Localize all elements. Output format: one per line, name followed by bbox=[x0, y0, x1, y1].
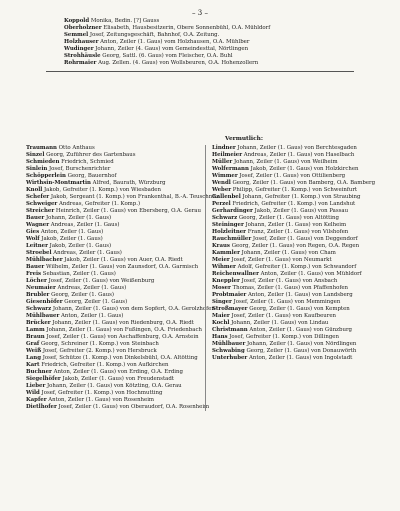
list-entry bbox=[26, 250, 197, 257]
list-entry bbox=[212, 159, 376, 166]
list-entry bbox=[26, 306, 215, 313]
list-entry bbox=[212, 194, 376, 201]
entry-name: Brücker bbox=[26, 320, 51, 326]
entry-name: Wolfermann bbox=[212, 166, 249, 172]
entry-text: Josef, Zeiler (1. Gaus) von Ansbach bbox=[239, 278, 338, 284]
entry-text: Thomas, Zeiler (1. Gaus) von Pfaffenhofen bbox=[230, 285, 348, 291]
page-number: – 3 – bbox=[192, 9, 208, 17]
entry-name: Bauer bbox=[26, 264, 45, 270]
entry-text: Anton, Zeiler (1. Gaus) von Günzburg bbox=[247, 327, 352, 333]
entry-text: Anton, Zeiler (1. Gaus) vom Holzhausen, O.A. Mühlber bbox=[98, 39, 250, 45]
list-entry bbox=[26, 215, 197, 222]
list-entry bbox=[212, 292, 376, 299]
list-entry bbox=[212, 334, 376, 341]
entry-text: Sebastian, Zeiler (1. Gaus) bbox=[41, 271, 116, 277]
entry-text: Alfred, Baurath, Würzburg bbox=[90, 180, 166, 186]
list-entry bbox=[64, 18, 324, 25]
entry-text: Josef, Burschenrichter bbox=[47, 166, 111, 172]
entry-name: Schöpperlein bbox=[26, 173, 66, 179]
list-entry bbox=[26, 334, 197, 341]
entry-name: Schwarz bbox=[26, 306, 52, 312]
entry-name: Wagner bbox=[26, 222, 50, 228]
entry-name: Strohhäusle bbox=[64, 53, 101, 59]
entry-name: Holzleitner bbox=[212, 229, 247, 235]
entry-text: Georg, Zeiler (1. Gaus) von Bamberg, O.A. Bamberg bbox=[230, 180, 376, 186]
entry-name: Wudinger bbox=[64, 46, 94, 52]
list-entry bbox=[212, 180, 376, 187]
entry-text: Andreas, Zeiler (1. Gaus) bbox=[51, 250, 122, 256]
entry-text: Johann, Zeiler (4. Gaus) vom Gemeindesttal, Nörtlingen bbox=[93, 46, 249, 52]
entry-name: Singer bbox=[212, 299, 232, 305]
list-entry bbox=[212, 215, 376, 222]
list-entry bbox=[212, 166, 376, 173]
entry-name: Reichenwallner bbox=[212, 271, 259, 277]
entry-text: Josef, Gefreiter (1. Komp.) von Hochmutting bbox=[39, 390, 163, 396]
entry-text: Georg, Zeiler (1. Gaus) bbox=[62, 299, 128, 305]
entry-text: Jakob, Zeiler (1. Gaus) bbox=[39, 236, 103, 242]
list-entry bbox=[64, 46, 324, 53]
list-entry bbox=[26, 236, 197, 243]
entry-text: Georg, Sattl. (6. Gaus) vom Fleischer, O.A. Buhl bbox=[100, 53, 233, 59]
entry-name: Schwarz bbox=[212, 215, 238, 221]
list-entry bbox=[212, 152, 376, 159]
entry-text: Anton, Zeiler (1. Gaus) bbox=[39, 229, 104, 235]
list-entry bbox=[26, 299, 197, 306]
entry-name: Moser bbox=[212, 285, 231, 291]
entry-text: Johann, Gefreiter (1. Komp.) von Straubing bbox=[240, 194, 361, 200]
list-entry bbox=[26, 271, 197, 278]
entry-text: Josef, Schütze (1. Komp.) von Dinkelsbühl, O.A. Altötting bbox=[40, 355, 198, 361]
entry-text: Josef, Gefreiter (1. Komp.) von Dillingen bbox=[227, 334, 339, 340]
entry-text: Friedrich, Schmied bbox=[59, 159, 114, 165]
list-entry bbox=[26, 313, 197, 320]
entry-text: Andreas, Zeiler (1. Gaus) bbox=[55, 285, 127, 291]
section-divider bbox=[46, 71, 354, 72]
entry-name: Sinlein bbox=[26, 166, 48, 172]
entry-name: Bauer bbox=[26, 215, 45, 221]
entry-text: Johann, Zeiler (1. Gaus) von Kelheim bbox=[243, 222, 347, 228]
entry-name: Schwabing bbox=[212, 348, 245, 354]
list-entry bbox=[26, 152, 197, 159]
entry-name: Meier bbox=[212, 257, 230, 263]
entry-text: Josef, Zeitungsgeschäft, Bahnhof, O.A. Zeitung. bbox=[88, 32, 220, 38]
list-entry bbox=[212, 348, 376, 355]
entry-name: Wild bbox=[26, 390, 40, 396]
entry-text: Jakob, Zeiler (1. Gaus) von Holzkirchen bbox=[248, 166, 359, 172]
list-entry bbox=[212, 257, 376, 264]
list-entry bbox=[26, 180, 197, 187]
list-entry bbox=[64, 53, 324, 60]
list-entry bbox=[26, 390, 197, 397]
list-entry bbox=[26, 264, 197, 271]
entry-text: Heinrich, Zeiler (1. Gaus) von Ebersberg, O.A. Gerau bbox=[54, 208, 201, 214]
list-entry bbox=[212, 341, 376, 348]
entry-text: Georg, Zeiler (1. Gaus) bbox=[49, 292, 115, 298]
entry-name: Christmann bbox=[212, 327, 248, 333]
list-entry bbox=[212, 173, 376, 180]
list-entry bbox=[26, 159, 197, 166]
entry-name: Brubler bbox=[26, 292, 50, 298]
entry-name: Unterhuber bbox=[212, 355, 248, 361]
list-entry bbox=[26, 243, 197, 250]
entry-name: Traumann bbox=[26, 145, 57, 151]
entry-name: Dietlhofer bbox=[26, 404, 57, 410]
list-entry bbox=[26, 355, 197, 362]
entry-name: Graf bbox=[26, 341, 40, 347]
entry-text: Jakob, Zeiler (1. Gaus) von Passau bbox=[252, 208, 349, 214]
list-entry bbox=[26, 222, 197, 229]
entry-text: Philipp, Gefreiter (1. Komp.) von Schweinfurt bbox=[231, 187, 358, 193]
two-column-list bbox=[26, 145, 376, 411]
list-entry bbox=[212, 313, 376, 320]
entry-name: Kneppler bbox=[212, 278, 240, 284]
entry-name: Perzel bbox=[212, 201, 231, 207]
entry-name: Sinzel bbox=[26, 152, 45, 158]
entry-text: Josef, Zeiler (1. Gaus) von Memmingen bbox=[231, 299, 341, 305]
entry-name: Knoll bbox=[26, 187, 43, 193]
list-entry bbox=[212, 145, 376, 152]
entry-name: Kraus bbox=[212, 243, 230, 249]
entry-name: Freis bbox=[26, 271, 42, 277]
entry-text: Andreas, Zeiler (1. Gaus) von Haselbach bbox=[242, 152, 355, 158]
entry-text: Anton, Zeiler (1. Gaus) von Rosenheim bbox=[46, 397, 155, 403]
entry-name: Gallenbel bbox=[212, 194, 241, 200]
list-entry bbox=[212, 306, 376, 313]
entry-text: Anton, Zeiler (1. Gaus) bbox=[59, 313, 124, 319]
entry-name: Gies bbox=[26, 229, 40, 235]
list-entry bbox=[26, 348, 197, 355]
entry-text: Josef, Zeiler (1. Gaus) von Weißenburg bbox=[46, 278, 155, 284]
list-entry bbox=[26, 201, 197, 208]
entry-name: Maier bbox=[212, 313, 230, 319]
entry-text: Anton, Zeiler (1. Gaus) von Erding, O.A. Erding bbox=[51, 369, 183, 375]
list-entry bbox=[212, 327, 376, 334]
entry-text: Johann, Zeiler (1. Gaus) von Kötzting, O.A. Gerau bbox=[45, 383, 182, 389]
list-entry bbox=[212, 250, 376, 257]
list-entry bbox=[26, 278, 197, 285]
list-entry bbox=[212, 201, 376, 208]
right-column bbox=[205, 145, 376, 411]
entry-name: Müller bbox=[212, 159, 233, 165]
list-entry bbox=[26, 383, 197, 390]
entry-name: Schweiger bbox=[26, 201, 58, 207]
entry-text: Georg, Zeiler (1. Gaus) von Regen, O.A. Regen bbox=[229, 243, 360, 249]
list-entry bbox=[212, 208, 376, 215]
entry-name: Buchner bbox=[26, 369, 52, 375]
list-entry bbox=[212, 271, 376, 278]
entry-name: Schefer bbox=[26, 194, 50, 200]
entry-name: Kochl bbox=[212, 320, 230, 326]
top-entry-list bbox=[64, 18, 324, 67]
list-entry bbox=[26, 187, 197, 194]
entry-name: Rauchmüller bbox=[212, 236, 252, 242]
list-entry bbox=[26, 376, 197, 383]
entry-text: Adolf, Gefreiter (1. Komp.) von Schwandorf bbox=[235, 264, 357, 270]
entry-name: Kart bbox=[26, 362, 40, 368]
list-entry bbox=[212, 278, 376, 285]
entry-name: Mühlbauer bbox=[26, 313, 60, 319]
list-entry bbox=[26, 257, 197, 264]
entry-text: Johann, Zeiler (1. Gaus) von Riedenburg, O.A. Riedt bbox=[50, 320, 194, 326]
entry-text: Friedrich, Gefreiter (1. Komp.) von Aufkirchen bbox=[39, 362, 169, 368]
entry-text: Johann, Zeiler (1. Gaus) von Fußingen, O.A. Friedenbach bbox=[44, 327, 202, 333]
entry-text: Johann, Zeiler (1. Gaus) von Cham bbox=[239, 250, 336, 256]
entry-name: Probtmaier bbox=[212, 292, 247, 298]
entry-text: Johann, Zeiler (1. Gaus) von Berchtesgaden bbox=[235, 145, 357, 151]
entry-name: Giesenhöfer bbox=[26, 299, 63, 305]
list-entry bbox=[26, 166, 197, 173]
entry-text: Josef, Zeiler (1. Gaus) von Kaufbeuren bbox=[229, 313, 337, 319]
list-entry bbox=[26, 397, 197, 404]
list-entry bbox=[26, 208, 201, 215]
entry-name: Rohrmaier bbox=[64, 60, 97, 66]
section-heading: Vermutlich: bbox=[225, 136, 264, 142]
entry-text: Josef, Zeiler (1. Gaus) von Ottilienberg bbox=[237, 173, 346, 179]
entry-text: Georg, Zeiler (1. Gaus) von Donauwörth bbox=[244, 348, 357, 354]
entry-text: Josef, Gefreiter (2. Komp.) von Hersbruck bbox=[41, 348, 157, 354]
entry-text: Otto Anthaus bbox=[56, 145, 95, 151]
list-entry bbox=[26, 320, 197, 327]
entry-name: Kapfer bbox=[26, 397, 47, 403]
list-entry bbox=[26, 229, 197, 236]
entry-text: Johann, Zeiler (1. Gaus) von Lindau bbox=[229, 320, 329, 326]
entry-name: Weiß bbox=[26, 348, 42, 354]
list-entry bbox=[212, 355, 376, 362]
entry-name: Wendl bbox=[212, 180, 231, 186]
entry-name: Streicher bbox=[26, 208, 55, 214]
list-entry bbox=[26, 292, 197, 299]
entry-name: Heilmeier bbox=[212, 152, 243, 158]
entry-name: Holzhauser bbox=[64, 39, 99, 45]
list-entry bbox=[212, 299, 376, 306]
list-entry bbox=[212, 264, 376, 271]
entry-text: Johann, Zeiler (1. Gaus) von dem Sopfert, O.A. Gerolzhofen bbox=[51, 306, 215, 312]
entry-text: Andreas, Zeiler (1. Gaus) bbox=[49, 222, 120, 228]
entry-text: Anton, Zeiler (1. Gaus) von Ingolstadt bbox=[247, 355, 353, 361]
entry-name: Oberholzner bbox=[64, 25, 102, 31]
list-entry bbox=[64, 25, 324, 32]
entry-text: Georg, Zuführer des Gartenbaus bbox=[44, 152, 136, 158]
entry-name: Siegelhöfer bbox=[26, 376, 61, 382]
entry-name: Weber bbox=[212, 187, 232, 193]
entry-name: Gerhardinger bbox=[212, 208, 253, 214]
entry-text: Friedrich, Gefreiter (1. Komp.) von Landshut bbox=[230, 201, 356, 207]
entry-text: Georg, Schreiner (1. Komp.) von Steinbach bbox=[39, 341, 159, 347]
entry-name: Leitner bbox=[26, 243, 48, 249]
entry-name: Braun bbox=[26, 334, 45, 340]
entry-name: Semmel bbox=[64, 32, 89, 38]
entry-text: Anton, Zeiler (1. Gaus) von Mühldorf bbox=[258, 271, 362, 277]
entry-text: Andreas, Gefreiter (1. Komp.) bbox=[57, 201, 141, 207]
list-entry bbox=[64, 39, 324, 46]
list-entry bbox=[212, 243, 376, 250]
entry-name: Wihmer bbox=[212, 264, 236, 270]
list-entry bbox=[212, 187, 376, 194]
list-entry bbox=[26, 362, 197, 369]
entry-text: Jakob, Zeiler (1. Gaus) von Freudenstadt bbox=[60, 376, 174, 382]
entry-name: Wolf bbox=[26, 236, 40, 242]
entry-text: Josef, Zeiler (1. Gaus) von Neumarkt bbox=[229, 257, 332, 263]
entry-name: Lang bbox=[26, 355, 41, 361]
entry-text: Elisabeth, Hausbesitzerin, Obere Sonnenbühl, O.A. Mühldorf bbox=[101, 25, 271, 31]
list-entry bbox=[64, 60, 324, 67]
entry-name: Löcher bbox=[26, 278, 47, 284]
entry-name: Lieber bbox=[26, 383, 46, 389]
entry-text: Anton, Zeiler (1. Gaus) von Landsberg bbox=[246, 292, 353, 298]
left-column bbox=[26, 145, 219, 411]
entry-text: Wilhelm, Zeiler (1. Gaus) von Zaunsdorf, O.A. Garmisch bbox=[44, 264, 199, 270]
entry-text: Aug. Zellen. (4. Gaus) von Wollsbeuren, O.A. Hohenzollern bbox=[96, 60, 259, 66]
entry-text: Jakob, Gefreiter (1. Komp.) von Wiesbaden bbox=[42, 187, 161, 193]
entry-name: Hans bbox=[212, 334, 228, 340]
list-entry bbox=[212, 222, 376, 229]
entry-text: Johann, Zeiler (1. Gaus) von Weilheim bbox=[232, 159, 338, 165]
entry-name: Wimmer bbox=[212, 173, 238, 179]
entry-text: Franz, Zeiler (1. Gaus) von Vilshofen bbox=[246, 229, 349, 235]
entry-text: Johann, Zeiler (1. Gaus) bbox=[44, 215, 112, 221]
entry-name: Lindner bbox=[212, 145, 236, 151]
entry-text: Monika, Bedin. [?] Gauss bbox=[89, 18, 160, 24]
entry-text: Josef, Zeiler (1. Gaus) von Aschaffenburg, O.A. Arnstein bbox=[44, 334, 199, 340]
entry-text: Jakob, Zeiler (1. Gaus) von Auer, O.A. Riedt bbox=[62, 257, 183, 263]
entry-name: Lamm bbox=[26, 327, 45, 333]
list-entry bbox=[26, 404, 210, 411]
entry-name: Neumaier bbox=[26, 285, 56, 291]
entry-name: Stroebel bbox=[26, 250, 52, 256]
list-entry bbox=[212, 320, 376, 327]
entry-name: Koppold bbox=[64, 18, 90, 24]
entry-name: Schmieden bbox=[26, 159, 60, 165]
entry-name: Steininger bbox=[212, 222, 244, 228]
entry-name: Mühlbacher bbox=[26, 257, 63, 263]
entry-text: Georg, Bauernhof bbox=[65, 173, 117, 179]
list-entry bbox=[64, 32, 324, 39]
list-entry bbox=[26, 369, 197, 376]
entry-text: Jakob, Sergeant (1. Komp.) von Frankenthal, B.-A. Teuschnitz bbox=[49, 194, 219, 200]
list-entry bbox=[26, 173, 197, 180]
entry-name: Wirthsin-Montmartin bbox=[26, 180, 91, 186]
entry-text: Georg, Zeiler (1. Gaus) von Kempten bbox=[247, 306, 350, 312]
list-entry bbox=[212, 229, 376, 236]
list-entry bbox=[26, 327, 202, 334]
list-entry bbox=[26, 341, 197, 348]
list-entry bbox=[212, 285, 376, 292]
entry-text: Josef, Zeiler (1. Gaus) von Oberaudorf, O.A. Rosenheim bbox=[56, 404, 210, 410]
entry-text: Josef, Zeiler (1. Gaus) von Deggendorf bbox=[251, 236, 358, 242]
list-entry bbox=[26, 285, 197, 292]
list-entry bbox=[26, 145, 197, 152]
entry-text: Johann, Zeiler (1. Gaus) von Nördlingen bbox=[245, 341, 357, 347]
list-entry bbox=[26, 194, 219, 201]
entry-text: Jakob, Zeiler (1. Gaus) bbox=[47, 243, 112, 249]
entry-name: Kammler bbox=[212, 250, 240, 256]
entry-name: Mühlbauer bbox=[212, 341, 246, 347]
list-entry bbox=[212, 236, 376, 243]
entry-text: Georg, Zeiler (1. Gaus) von Altötting bbox=[237, 215, 339, 221]
entry-name: Stroßmayer bbox=[212, 306, 248, 312]
